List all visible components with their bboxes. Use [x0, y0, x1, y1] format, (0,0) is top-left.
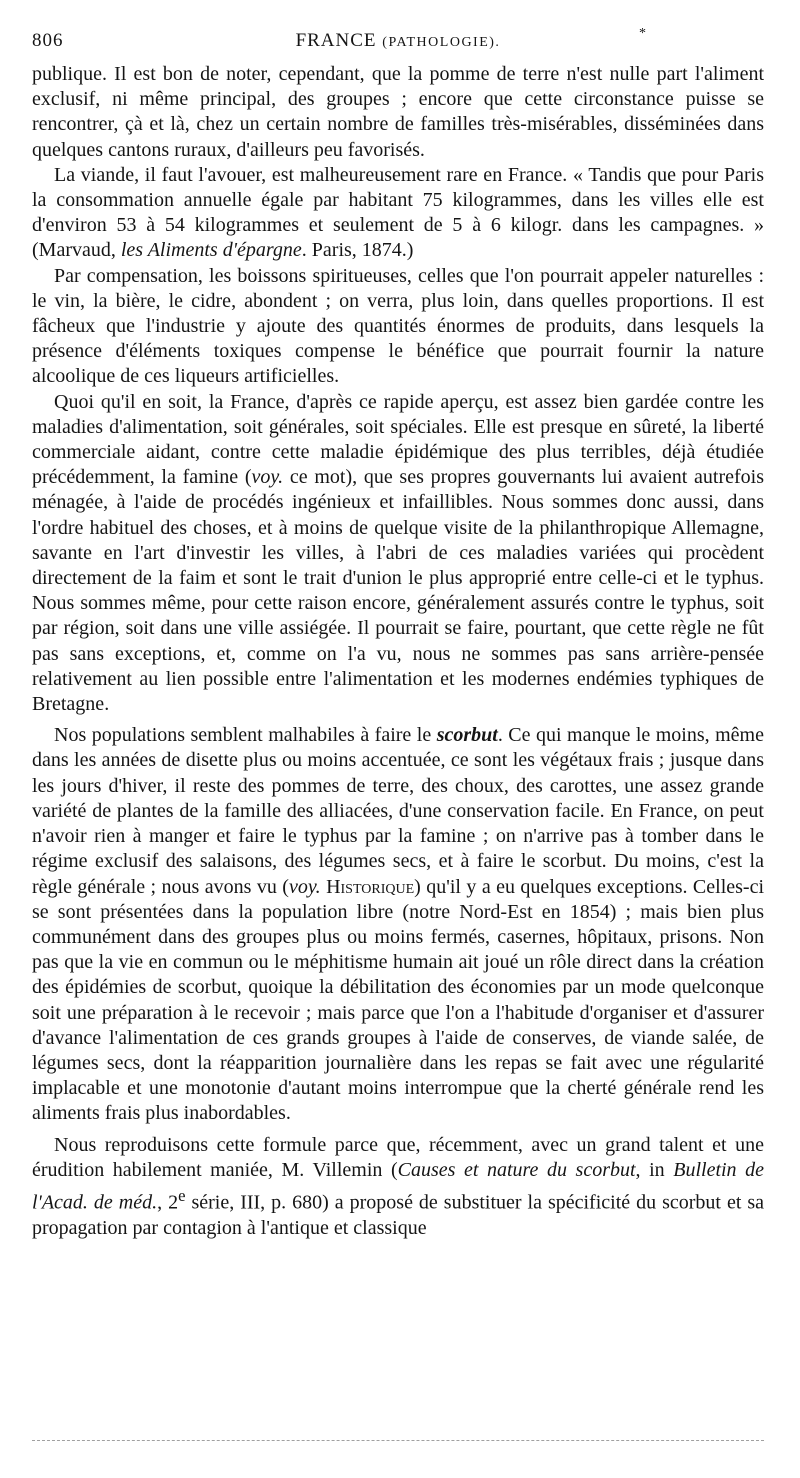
- book-page: [32, 26, 764, 1241]
- cited-title: les Aliments d'épargne: [120, 239, 302, 262]
- page-number: 806: [32, 30, 64, 51]
- body-text: [32, 62, 764, 1241]
- text-run: série, III, p. 680) a proposé de substituer la spécificité du scorbut et sa propagation par contagion à l'antique et classique: [32, 1191, 765, 1239]
- superscript: e: [178, 1185, 186, 1205]
- paragraph-text: Par compensation, les boissons spiritueuses, celles que l'on pourrait appeler naturelles : le vin, la bière, le cidre, abondent ; on verra, plus loin, dans quelles proportions. Il est fâcheux que l'industrie y ajoute des quantités énormes de produits, dans lesquels la présence d'éléments toxiques compense le bénéfice que pourrait fournir la nature alcoolique de ces liqueurs artificielles.: [32, 264, 764, 388]
- paragraph-beverages: [32, 264, 764, 390]
- paragraph-villemin: [32, 1133, 764, 1241]
- text-run: , 2: [157, 1191, 179, 1214]
- text-run: . Paris, 1874.): [301, 239, 414, 262]
- cited-journal: Bulletin de l'Acad. de méd.: [32, 1158, 764, 1214]
- running-title-subject: (PATHOLOGIE).: [382, 35, 501, 50]
- cross-reference: voy.: [288, 875, 321, 898]
- cross-reference: voy.: [251, 466, 284, 489]
- text-run: . Ce qui manque le moins, même dans les années de disette plus ou moins accentuée, ce sont les végétaux frais ; jusque dans les jours d'hiver, il reste des pommes de terre, des choux, des carottes, une assez grande variété de plantes de la famille des alliacées, d'une conservation facile. En France, on peut n'avoir rien à manger et faire le typhus par la famine ; on n'arrive pas à tomber dans le régime exclusif des salaisons, des légumes secs, et à faire le scorbut. Du moins, c'est la règle générale ; nous avons vu (: [32, 724, 764, 898]
- paragraph-famine: [32, 390, 764, 718]
- bottom-print-bleed: [32, 1440, 764, 1441]
- text-run: ) qu'il y a eu quelques exceptions. Celles-ci se sont présentées dans la population libre (notre Nord-Est en 1854) ; mais bien plus communément dans des groupes plus ou moins fermés, casernes, hôpitaux, prisons. Non pas que la vie en commun ou le méphitisme humain ait joué un rôle direct dans la création des épidémies de scorbut, quoique la débilitation des économies par un mode quelconque soit une préparation à le recevoir ; mais parce que l'on a l'habitude d'organiser et d'assurer d'avance l'alimentation de ces grands groupes à l'aide de conserves, de viande salée, de légumes secs, dont la réapparition journalière dans les repas se fait avec une régularité implacable et une monotonie d'autant moins interrompue que la cherté générale rend les aliments frais plus inabordables.: [32, 875, 765, 1125]
- section-reference: Historique: [326, 875, 415, 898]
- text-run: La viande, il faut l'avouer, est malheureusement rare en France. « Tandis que pour Paris la consommation annuelle égale par habitant 75 kilogrammes, dans les villes elle est d'environ 53 à 54 kilogrammes et seulement de 5 à 6 kilogr. dans les campagnes. » (Marvaud,: [32, 163, 764, 262]
- running-title-main: FRANCE: [295, 30, 377, 51]
- paragraph-scurvy: [32, 723, 764, 1126]
- text-run: Nous reproduisons cette formule parce que, récemment, avec un grand talent et une érudition habilement maniée, M. Villemin (: [32, 1133, 764, 1181]
- paragraph-meat: [32, 163, 764, 264]
- running-title: [32, 30, 764, 52]
- term-scorbut: scorbut: [436, 724, 498, 747]
- paragraph-potato: [32, 62, 764, 163]
- text-run: Nos populations semblent malhabiles à faire le: [54, 724, 437, 747]
- text-run: Quoi qu'il en soit, la France, d'après ce rapide aperçu, est assez bien gardée contre les maladies d'alimentation, soit générales, soit spéciales. Elle est presque en sûreté, la liberté commerciale aidant, contre cette maladie épidémique des plus terribles, déjà étudiée précédemment, la famine (: [32, 390, 764, 489]
- text-run: ce mot), que ses propres gouvernants lui avaient autrefois ménagée, à l'aide de procédés ingénieux et infaillibles. Nous sommes donc aussi, dans l'ordre habituel des choses, et à moins de quelque visite de la philanthropique Allemagne, savante en l'art d'investir les villes, à l'abri de ces maladies variées qui procèdent directement de la faim et sont le trait d'union le plus approprié entre celle-ci et le typhus. Nous sommes même, pour cette raison encore, généralement assurés contre le typhus, soit par région, soit dans une ville assiégée. Il pourrait se faire, pourtant, que cette règle ne fût pas sans exceptions, et, comme on l'a vu, nous ne sommes pas sans arrière-pensée relativement au lien possible entre l'alimentation et les modernes endémies typhiques de Bretagne.: [32, 466, 764, 716]
- stray-print-mark: *: [639, 26, 646, 41]
- cited-title: Causes et nature du scorbut: [397, 1158, 636, 1181]
- running-head: [32, 26, 764, 62]
- text-run: , in: [635, 1158, 674, 1181]
- paragraph-text: publique. Il est bon de noter, cependant, que la pomme de terre n'est nulle part l'aliment exclusif, ni même principal, des groupes ; encore que cette circonstance puisse se rencontrer, çà et là, chez un certain nombre de familles très-misérables, disséminées dans quelques cantons ruraux, d'ailleurs peu favorisés.: [32, 63, 764, 161]
